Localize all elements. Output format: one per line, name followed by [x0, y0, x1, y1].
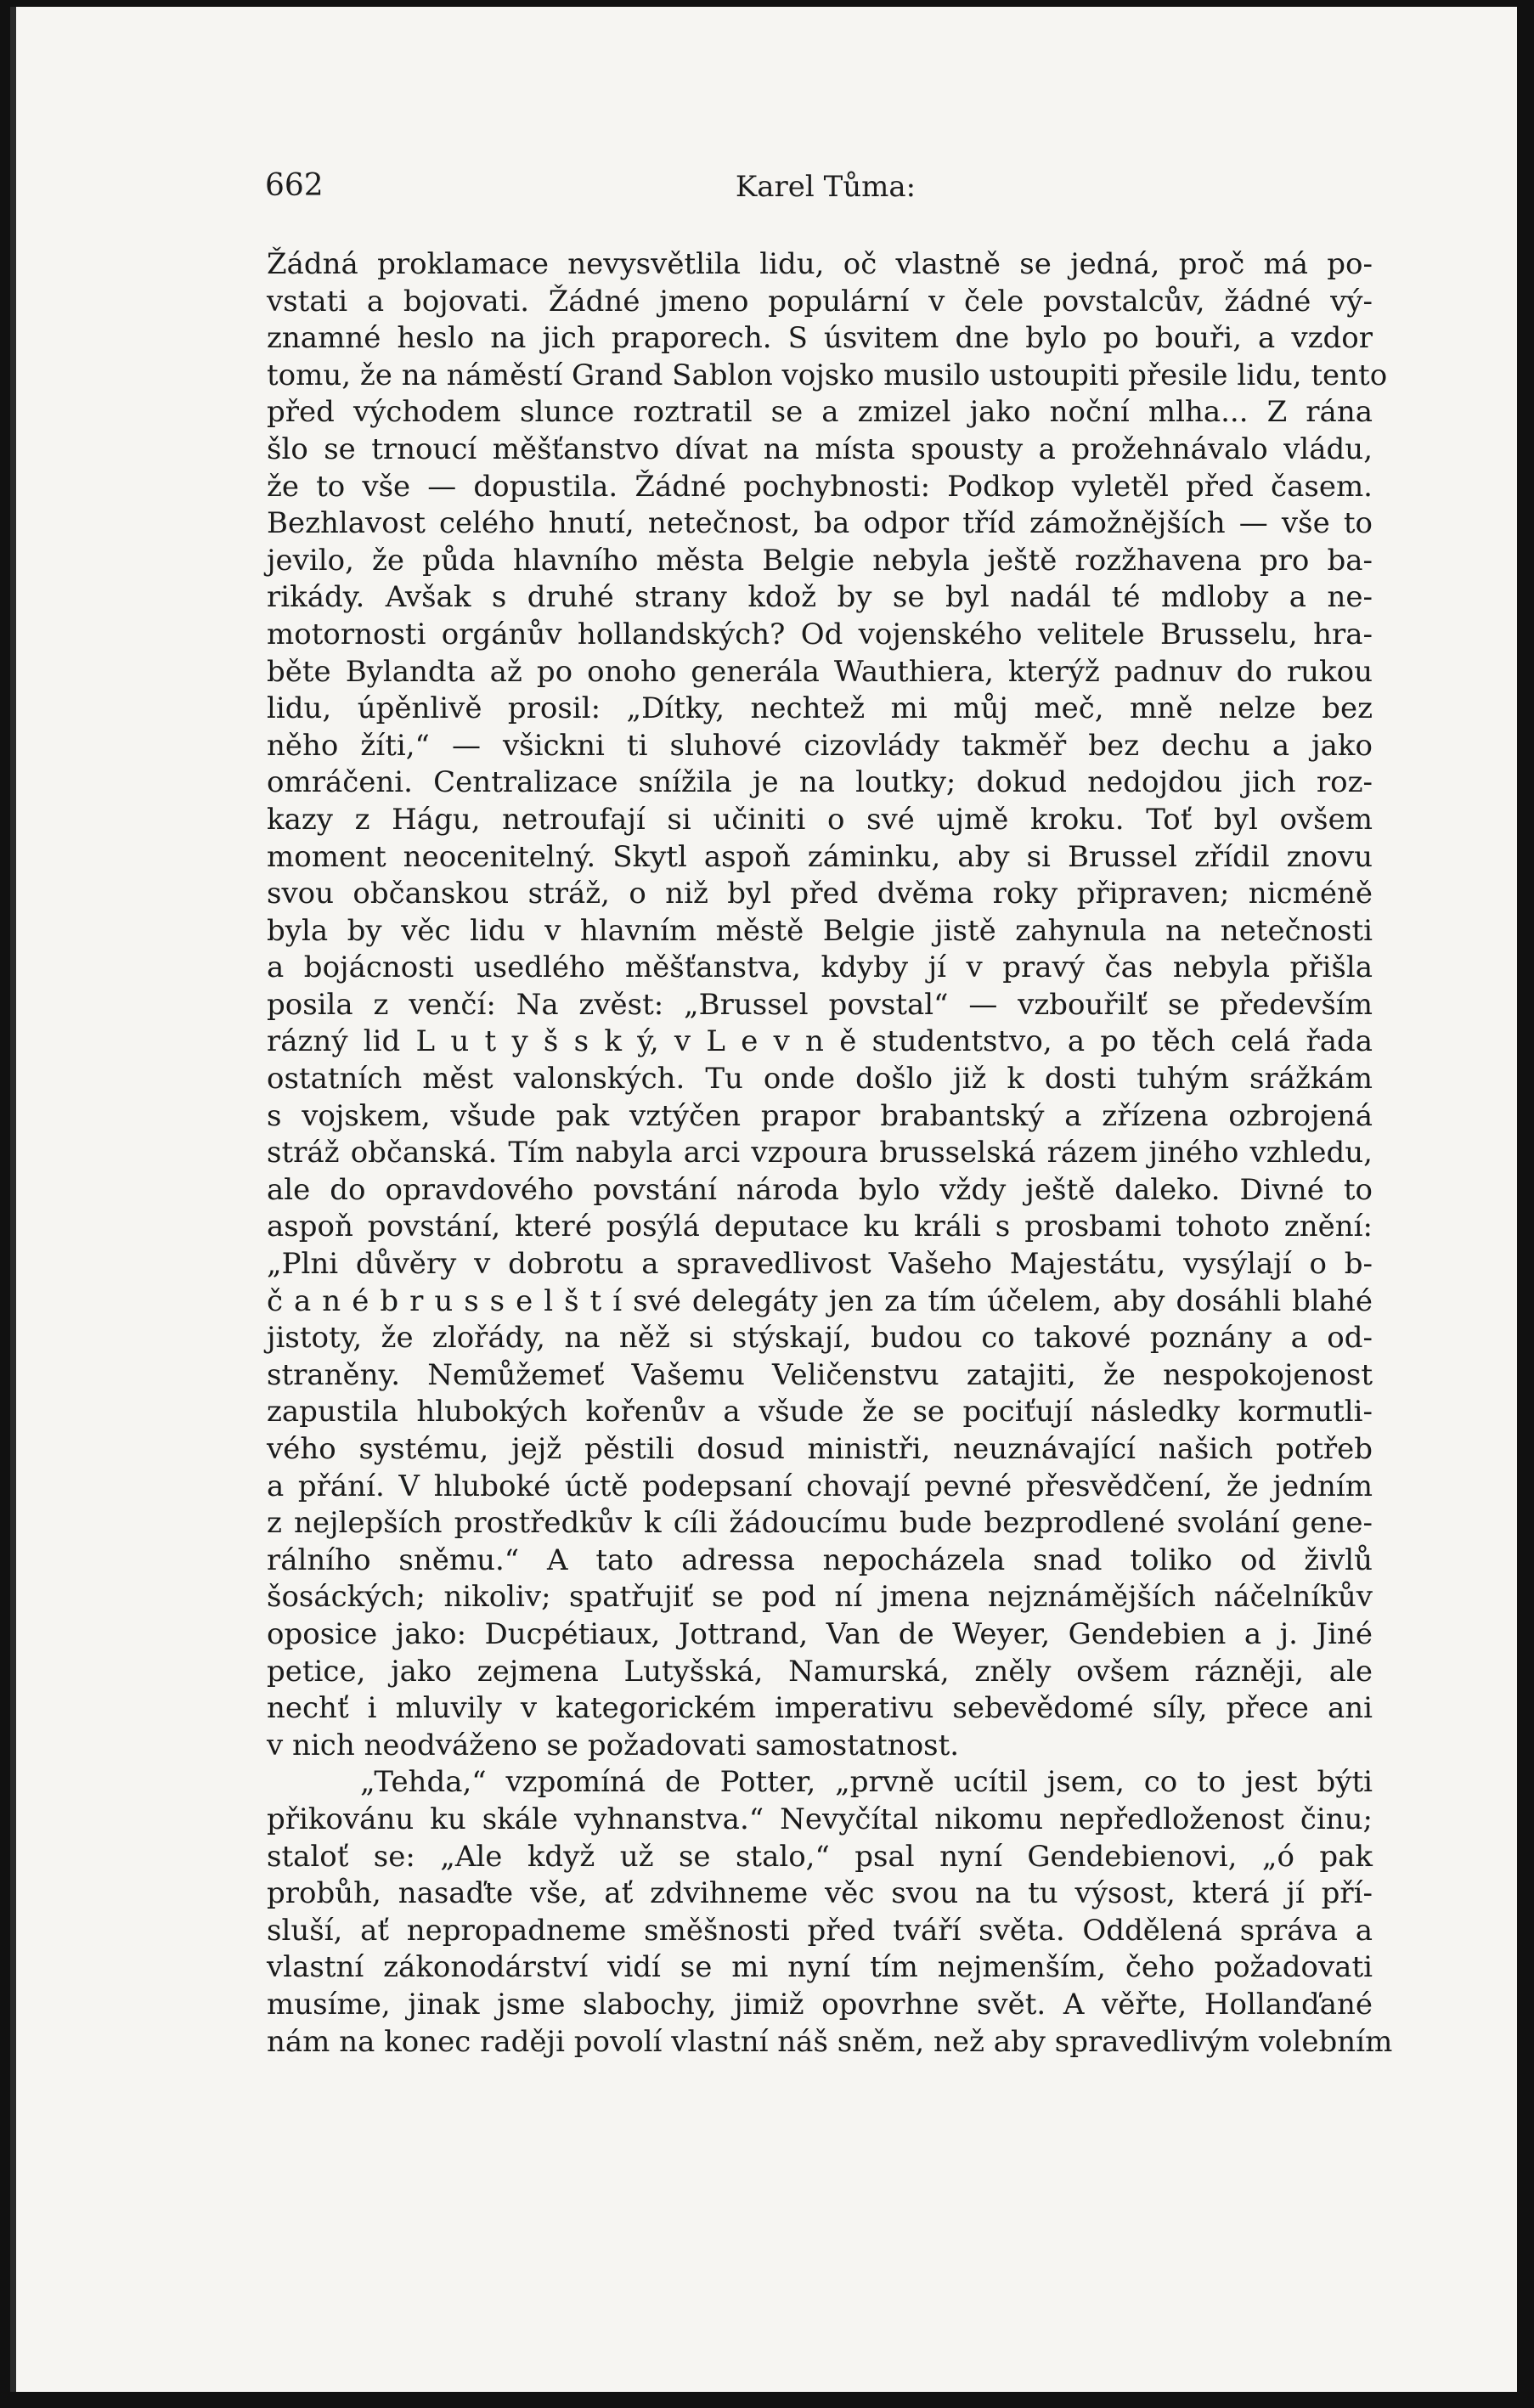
- book-page: [10, 7, 1517, 2392]
- text-line: šlo se trnoucí měšťanstvo dívat na místa spousty a prožehnávalo vládu,: [267, 431, 1373, 466]
- text-line: nechť i mluvily v kategorickém imperativu sebevědomé síly, přece ani: [267, 1691, 1373, 1726]
- text-line: moment neocenitelný. Skytl aspoň záminku, aby si Brussel zřídil znovu: [267, 839, 1373, 874]
- text-line: sluší, ať nepropadneme směšnosti před tváří světa. Oddělená správa a: [267, 1913, 1373, 1948]
- text-line: kazy z Hágu, netroufají si učiniti o své ujmě kroku. Toť byl ovšem: [267, 802, 1373, 837]
- text-line: a bojácnosti usedlého měšťanstva, kdyby jí v pravý čas nebyla přišla: [267, 950, 1373, 985]
- text-line: nám na konec raději povolí vlastní náš sněm, než aby spravedlivým volebním: [267, 2024, 1393, 2059]
- page-edge-shadow: [10, 7, 16, 2392]
- text-line: rikády. Avšak s druhé strany kdož by se byl nadál té mdloby a ne-: [267, 580, 1373, 615]
- running-head: Karel Tůma:: [735, 170, 916, 204]
- text-line: před východem slunce roztratil se a zmizel jako noční mlha... Z rána: [267, 395, 1373, 430]
- text-line: „Plni důvěry v dobrotu a spravedlivost Vašeho Majestátu, vysýlají o b-: [267, 1247, 1373, 1282]
- text-line: oposice jako: Ducpétiaux, Jottrand, Van de Weyer, Gendebien a j. Jiné: [267, 1616, 1373, 1651]
- text-line: Žádná proklamace nevysvětlila lidu, oč vlastně se jedná, proč má po-: [267, 247, 1373, 281]
- page-header: [265, 168, 1386, 211]
- text-line: že to vše — dopustila. Žádné pochybnosti: Podkop vyletěl před časem.: [267, 469, 1373, 504]
- text-line: Bezhlavost celého hnutí, netečnost, ba odpor tříd zámožnějších — vše to: [267, 506, 1373, 541]
- text-line: něho žíti,“ — všickni ti sluhové cizovlády takměř bez dechu a jako: [267, 728, 1373, 763]
- text-line: aspoň povstání, které posýlá deputace ku králi s prosbami tohoto znění:: [267, 1210, 1373, 1244]
- text-line: přikovánu ku skále vyhnanstva.“ Nevyčítal nikomu nepředloženost činu;: [267, 1802, 1373, 1836]
- text-line: č a n é b r u s s e l š t í své delegáty jen za tím účelem, aby dosáhli blahé: [267, 1283, 1373, 1318]
- text-line: jevilo, že půda hlavního města Belgie nebyla ještě rozžhavena pro ba-: [267, 543, 1373, 578]
- text-line: jistoty, že zlořády, na něž si stýskají, budou co takové poznány a od-: [267, 1321, 1373, 1356]
- text-line: lidu, úpěnlivě prosil: „Dítky, nechtež mi můj meč, mně nelze bez: [267, 691, 1373, 726]
- text-line: šosáckých; nikoliv; spatřujiť se pod ní jmena nejznámějších náčelníkův: [267, 1580, 1373, 1615]
- text-line: byla by věc lidu v hlavním městě Belgie jistě zahynula na netečnosti: [267, 913, 1373, 948]
- text-line: znamné heslo na jich praporech. S úsvitem dne bylo po bouři, a vzdor: [267, 321, 1373, 356]
- text-line: probůh, nasaďte vše, ať zdvihneme věc svou na tu výsost, která jí pří-: [267, 1876, 1373, 1911]
- text-line: rálního sněmu.“ A tato adressa nepocházela snad toliko od živlů: [267, 1542, 1373, 1577]
- text-line: straněny. Nemůžemeť Vašemu Veličenstvu zatajiti, že nespokojenost: [267, 1357, 1373, 1392]
- text-line: ostatních měst valonských. Tu onde došlo již k dosti tuhým srážkám: [267, 1062, 1373, 1097]
- text-line: svou občanskou stráž, o niž byl před dvěma roky připraven; nicméně: [267, 877, 1373, 911]
- text-line: a přání. V hluboké úctě podepsaní chovají pevné přesvědčení, že jedním: [267, 1469, 1373, 1503]
- text-line: s vojskem, všude pak vztýčen prapor brabantský a zřízena ozbrojená: [267, 1098, 1373, 1133]
- text-line: rázný lid L u t y š s k ý, v L e v n ě studentstvo, a po těch celá řada: [267, 1024, 1373, 1059]
- text-line: z nejlepších prostředkův k cíli žádoucímu bude bezprodlené svolání gene-: [267, 1506, 1373, 1541]
- text-line: motornosti orgánův hollandských? Od vojenského velitele Brusselu, hra-: [267, 617, 1373, 651]
- text-line: musíme, jinak jsme slabochy, jimiž opovrhne svět. A věřte, Hollanďané: [267, 1987, 1373, 2022]
- text-line: posila z venčí: Na zvěst: „Brussel povstal“ — vzbouřilť se především: [267, 987, 1373, 1022]
- text-line: běte Bylandta až po onoho generála Wauthiera, kterýž padnuv do rukou: [267, 654, 1373, 689]
- text-line: ale do opravdového povstání národa bylo vždy ještě daleko. Divné to: [267, 1172, 1373, 1207]
- text-line: zapustila hlubokých kořenův a všude že se pociťují následky kormutli-: [267, 1395, 1373, 1430]
- text-line: omráčeni. Centralizace snížila je na loutky; dokud nedojdou jich roz-: [267, 765, 1373, 800]
- text-line: tomu, že na náměstí Grand Sablon vojsko musilo ustoupiti přesile lidu, tento: [267, 358, 1388, 392]
- text-line: vstati a bojovati. Žádné jmeno populární v čele povstalcův, žádné vý-: [267, 284, 1373, 319]
- text-line: vého systému, jejž pěstili dosud ministři, neuznávající našich potřeb: [267, 1432, 1373, 1466]
- text-line: v nich neodváženo se požadovati samostatnost.: [267, 1728, 960, 1762]
- text-line: staloť se: „Ale když už se stalo,“ psal nyní Gendebienovi, „ó pak: [267, 1839, 1373, 1874]
- body-text: [267, 246, 1393, 2061]
- text-line: petice, jako zejmena Lutyšská, Namurská, zněly ovšem rázněji, ale: [267, 1654, 1373, 1689]
- text-line: „Tehda,“ vzpomíná de Potter, „prvně ucítil jsem, co to jest býti: [360, 1765, 1373, 1800]
- page-number: 662: [265, 168, 324, 203]
- text-line: vlastní zákonodárství vidí se mi nyní tím nejmenším, čeho požadovati: [267, 1950, 1373, 1985]
- text-line: stráž občanská. Tím nabyla arci vzpoura brusselská rázem jiného vzhledu,: [267, 1136, 1373, 1170]
